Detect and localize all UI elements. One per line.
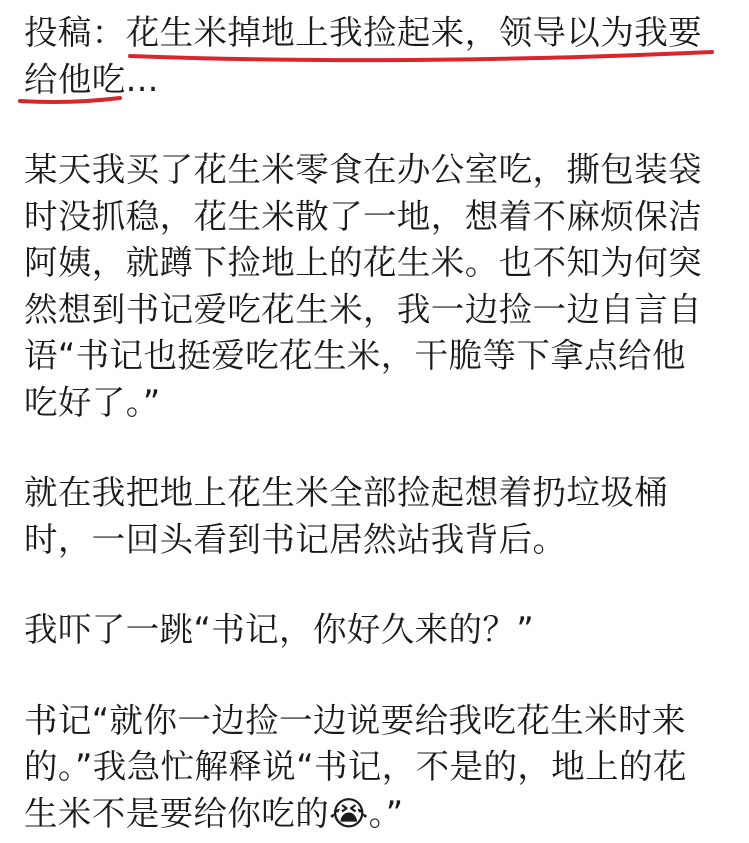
post-body: [24, 10, 702, 837]
title-line: 投稿：花生米掉地上我捡起来，领导以为我要: [24, 13, 702, 52]
text-line: 时没抓稳，花生米散了一地，想着不麻烦保洁: [24, 196, 702, 236]
paragraph: [24, 698, 702, 838]
text-line: 书记“就你一边捡一边说要给我吃花生米时来: [24, 700, 686, 740]
text-line: 生米不是要给你吃的😭。”: [24, 793, 404, 833]
text-line: 我吓了一跳“书记，你好久来的？”: [24, 610, 535, 649]
paragraph: [24, 470, 702, 563]
text-line: 的。”我急忙解释说“书记，不是的，地上的花: [24, 747, 687, 786]
title-line: 给他吃...: [24, 59, 159, 99]
paragraph: [24, 607, 702, 654]
text-line: 某天我买了花生米零食在办公室吃，撕包装袋: [24, 150, 702, 189]
text-line: 吃好了。”: [24, 382, 161, 422]
text-line: 时，一回头看到书记居然站我背后。: [24, 519, 567, 559]
text-line: 阿姨，就蹲下捡地上的花生米。也不知为何突: [24, 243, 702, 282]
text-line: 就在我把地上花生米全部捡起想着扔垃圾桶: [24, 473, 669, 512]
text-line: 然想到书记爱吃花生米，我一边捡一边自言自: [24, 289, 702, 329]
paragraph: [24, 147, 702, 426]
text-line: 语“书记也挺爱吃花生米，干脆等下拿点给他: [24, 336, 686, 375]
